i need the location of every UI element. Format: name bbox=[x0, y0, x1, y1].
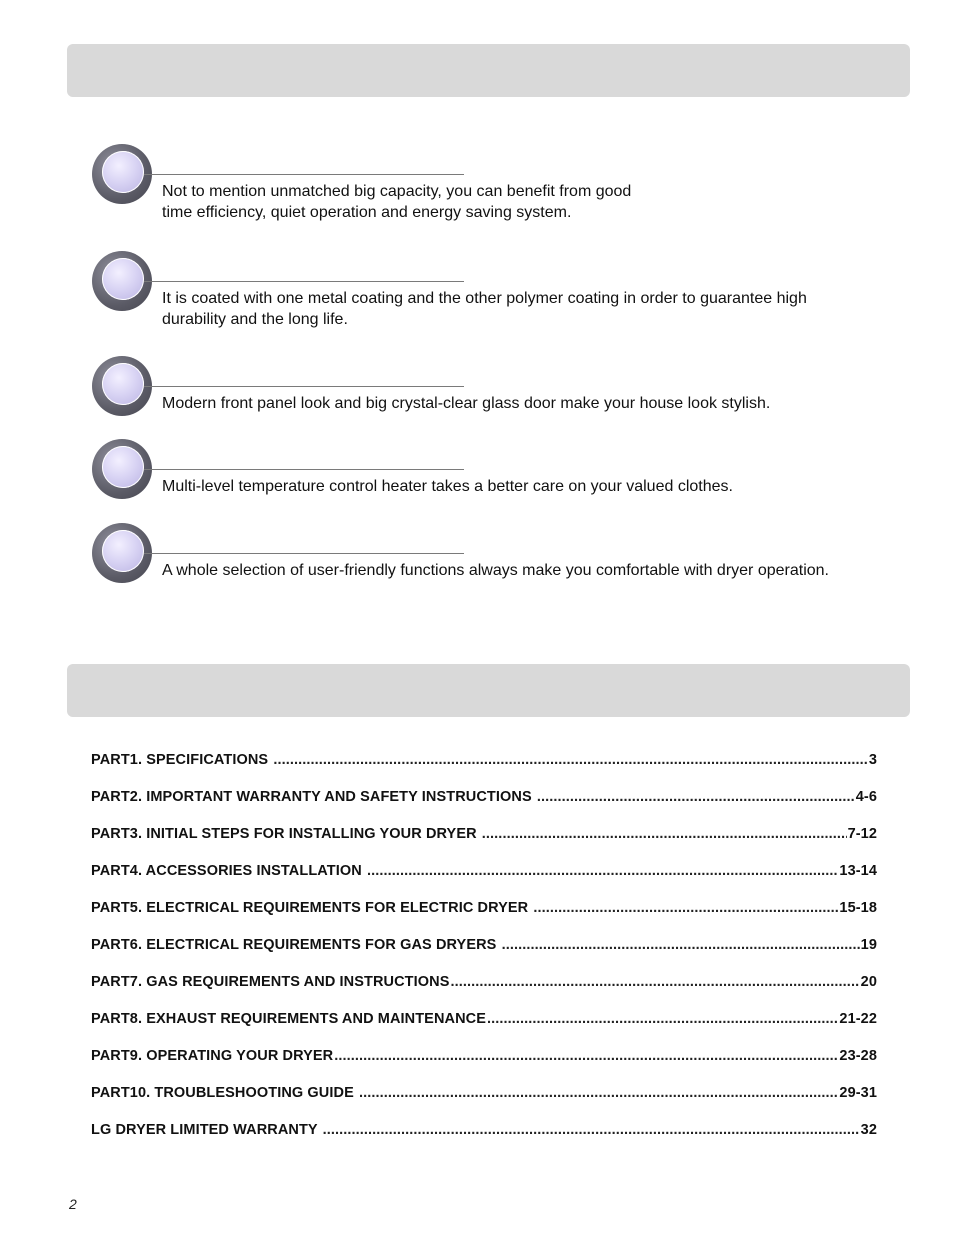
bullet-orb-icon bbox=[92, 251, 152, 311]
toc-entry-title: PART5. ELECTRICAL REQUIREMENTS FOR ELECTRIC DRYER bbox=[91, 900, 533, 916]
toc-entry-page: 7-12 bbox=[847, 826, 877, 842]
bullet-orb-icon bbox=[92, 356, 152, 416]
feature-item bbox=[92, 251, 912, 328]
toc-entry-title: LG DRYER LIMITED WARRANTY bbox=[91, 1122, 322, 1138]
feature-divider bbox=[144, 281, 464, 282]
toc-entry-page: 20 bbox=[860, 974, 877, 990]
toc-entry[interactable] bbox=[91, 900, 877, 937]
toc-entry[interactable] bbox=[91, 752, 877, 789]
toc-entry-title: PART7. GAS REQUIREMENTS AND INSTRUCTIONS bbox=[91, 974, 450, 990]
toc-entry[interactable] bbox=[91, 789, 877, 826]
bullet-orb-icon bbox=[92, 523, 152, 583]
toc-leader-dots bbox=[502, 937, 860, 953]
toc-entry-page: 32 bbox=[860, 1122, 877, 1138]
feature-description: Multi-level temperature control heater takes a better care on your valued clothes. bbox=[162, 478, 733, 495]
toc-entry-title: PART9. OPERATING YOUR DRYER bbox=[91, 1048, 334, 1064]
feature-description: It is coated with one metal coating and the other polymer coating in order to guarantee high durability and the long life. bbox=[162, 290, 807, 328]
toc-leader-dots bbox=[533, 900, 838, 916]
feature-description: Not to mention unmatched big capacity, you can benefit from good time efficiency, quiet operation and energy saving system. bbox=[162, 183, 632, 221]
toc-entry-page: 23-28 bbox=[839, 1048, 877, 1064]
toc-entry[interactable] bbox=[91, 863, 877, 900]
toc-entry[interactable] bbox=[91, 1048, 877, 1085]
toc-entry-title: PART2. IMPORTANT WARRANTY AND SAFETY INSTRUCTIONS bbox=[91, 789, 536, 805]
feature-description: A whole selection of user-friendly functions always make you comfortable with dryer operation. bbox=[162, 562, 829, 579]
toc-entry-title: PART3. INITIAL STEPS FOR INSTALLING YOUR DRYER bbox=[91, 826, 481, 842]
toc-entry[interactable] bbox=[91, 1011, 877, 1048]
toc-entry-page: 13-14 bbox=[839, 863, 877, 879]
toc-leader-dots bbox=[537, 789, 855, 805]
toc-entry-page: 15-18 bbox=[839, 900, 877, 916]
features-header-bar bbox=[67, 44, 910, 97]
toc-leader-dots bbox=[487, 1011, 838, 1027]
toc-leader-dots bbox=[323, 1122, 860, 1138]
toc-entry-page: 19 bbox=[860, 937, 877, 953]
feature-divider bbox=[144, 386, 464, 387]
feature-divider bbox=[144, 553, 464, 554]
toc-entry[interactable] bbox=[91, 974, 877, 1011]
feature-divider bbox=[144, 174, 464, 175]
toc-entry-page: 4-6 bbox=[855, 789, 877, 805]
feature-item bbox=[92, 144, 912, 221]
toc-entry-page: 3 bbox=[868, 752, 877, 768]
bullet-orb-icon bbox=[92, 439, 152, 499]
toc-leader-dots bbox=[334, 1048, 838, 1064]
toc-leader-dots bbox=[367, 863, 838, 879]
toc-entry-title: PART6. ELECTRICAL REQUIREMENTS FOR GAS DRYERS bbox=[91, 937, 501, 953]
bullet-orb-icon bbox=[92, 144, 152, 204]
toc-leader-dots bbox=[450, 974, 859, 990]
toc-leader-dots bbox=[273, 752, 868, 768]
toc-entry[interactable] bbox=[91, 826, 877, 863]
page-number: 2 bbox=[69, 1196, 77, 1212]
toc-entry-title: PART4. ACCESSORIES INSTALLATION bbox=[91, 863, 366, 879]
feature-item bbox=[92, 439, 912, 503]
feature-item bbox=[92, 356, 912, 420]
toc-entry-title: PART1. SPECIFICATIONS bbox=[91, 752, 273, 768]
contents-header-bar bbox=[67, 664, 910, 717]
table-of-contents bbox=[91, 752, 877, 1159]
toc-entry[interactable] bbox=[91, 1085, 877, 1122]
toc-leader-dots bbox=[359, 1085, 838, 1101]
toc-entry-page: 29-31 bbox=[839, 1085, 877, 1101]
feature-description: Modern front panel look and big crystal-clear glass door make your house look stylish. bbox=[162, 395, 771, 412]
feature-item bbox=[92, 523, 912, 587]
toc-entry-page: 21-22 bbox=[839, 1011, 877, 1027]
toc-entry-title: PART10. TROUBLESHOOTING GUIDE bbox=[91, 1085, 358, 1101]
toc-entry[interactable] bbox=[91, 1122, 877, 1159]
toc-leader-dots bbox=[482, 826, 847, 842]
toc-entry[interactable] bbox=[91, 937, 877, 974]
feature-divider bbox=[144, 469, 464, 470]
toc-entry-title: PART8. EXHAUST REQUIREMENTS AND MAINTENANCE bbox=[91, 1011, 487, 1027]
